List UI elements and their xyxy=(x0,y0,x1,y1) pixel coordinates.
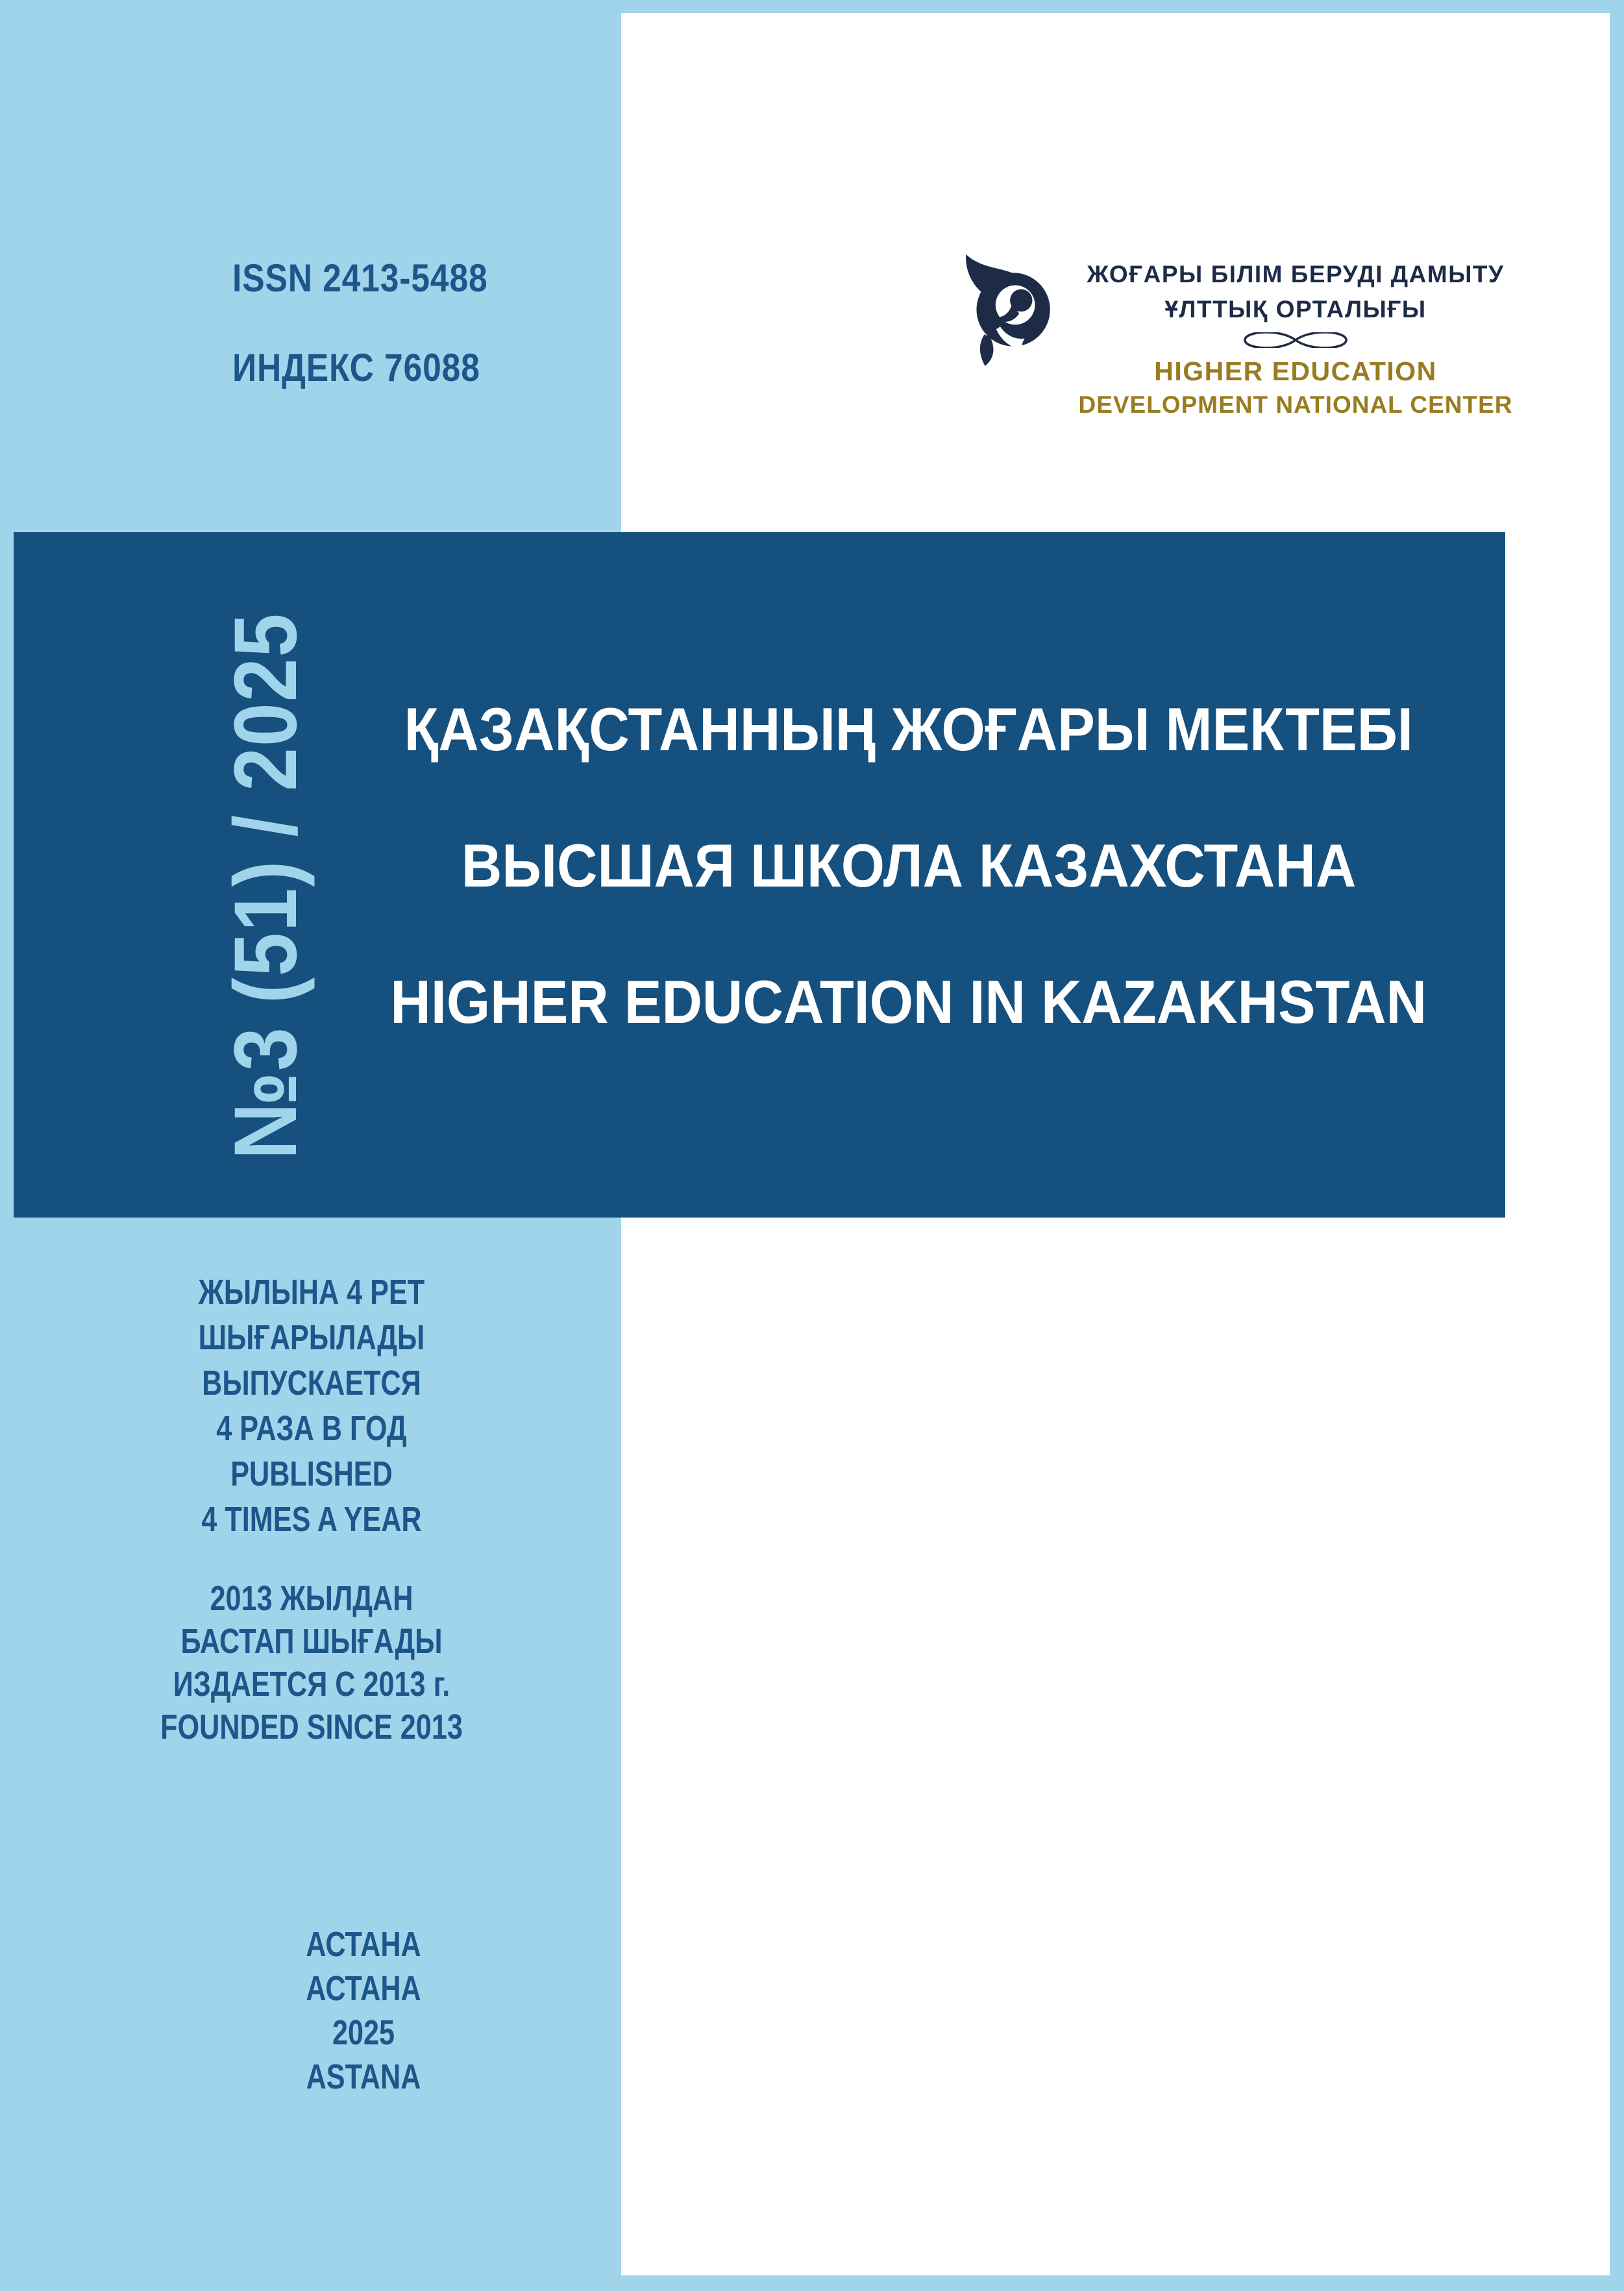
issn-number: ISSN 2413-5488 xyxy=(232,256,488,300)
infinity-ornament-icon xyxy=(1238,332,1353,348)
journal-titles xyxy=(338,532,1479,1218)
publisher-name-en-line2: DEVELOPMENT NATIONAL CENTER xyxy=(1078,391,1513,418)
subscription-index: ИНДЕКС 76088 xyxy=(232,346,480,389)
issn-index-block xyxy=(232,258,488,388)
journal-title-en: HIGHER EDUCATION IN KAZAKHSTAN xyxy=(390,968,1427,1036)
frequency-line: 4 РАЗА В ГОД xyxy=(216,1409,407,1448)
publisher-name-block xyxy=(1074,257,1518,422)
issue-number-vertical: №3 (51) / 2025 xyxy=(216,612,315,1160)
frequency-line: ШЫҒАРЫЛАДЫ xyxy=(198,1318,425,1357)
founded-line: ИЗДАЕТСЯ С 2013 г. xyxy=(173,1665,450,1704)
founded-line: БАСТАП ШЫҒАДЫ xyxy=(180,1622,443,1661)
swirl-koru-icon xyxy=(959,254,1054,366)
publisher-logo-block xyxy=(959,254,1518,422)
frequency-line: ВЫПУСКАЕТСЯ xyxy=(202,1364,421,1403)
founded-block xyxy=(57,1577,566,1748)
frequency-line: ЖЫЛЫНА 4 РЕТ xyxy=(198,1273,425,1312)
imprint-line: 2025 xyxy=(332,2013,395,2052)
frequency-line: 4 TIMES A YEAR xyxy=(201,1500,422,1539)
imprint-line: АСТАНА xyxy=(306,1969,421,2008)
imprint-block xyxy=(109,1922,618,2099)
founded-line: 2013 ЖЫЛДАН xyxy=(210,1579,413,1618)
publisher-name-kk-line2: ҰЛТТЫҚ ОРТАЛЫҒЫ xyxy=(1164,296,1427,323)
imprint-line: ASTANA xyxy=(306,2057,421,2096)
journal-title-kk: ҚАЗАҚСТАННЫҢ ЖОҒАРЫ МЕКТЕБІ xyxy=(404,695,1414,763)
title-banner xyxy=(14,532,1505,1218)
imprint-line: АСТАНА xyxy=(306,1925,421,1964)
publisher-name-kk-line1: ЖОҒАРЫ БІЛІМ БЕРУДІ ДАМЫТУ xyxy=(1087,261,1505,288)
frequency-block xyxy=(57,1269,566,1542)
founded-line: FOUNDED SINCE 2013 xyxy=(160,1708,463,1746)
journal-title-ru: ВЫСШАЯ ШКОЛА КАЗАХСТАНА xyxy=(461,831,1357,900)
publisher-name-en-line1: HIGHER EDUCATION xyxy=(1154,356,1437,386)
frequency-line: PUBLISHED xyxy=(230,1454,393,1493)
